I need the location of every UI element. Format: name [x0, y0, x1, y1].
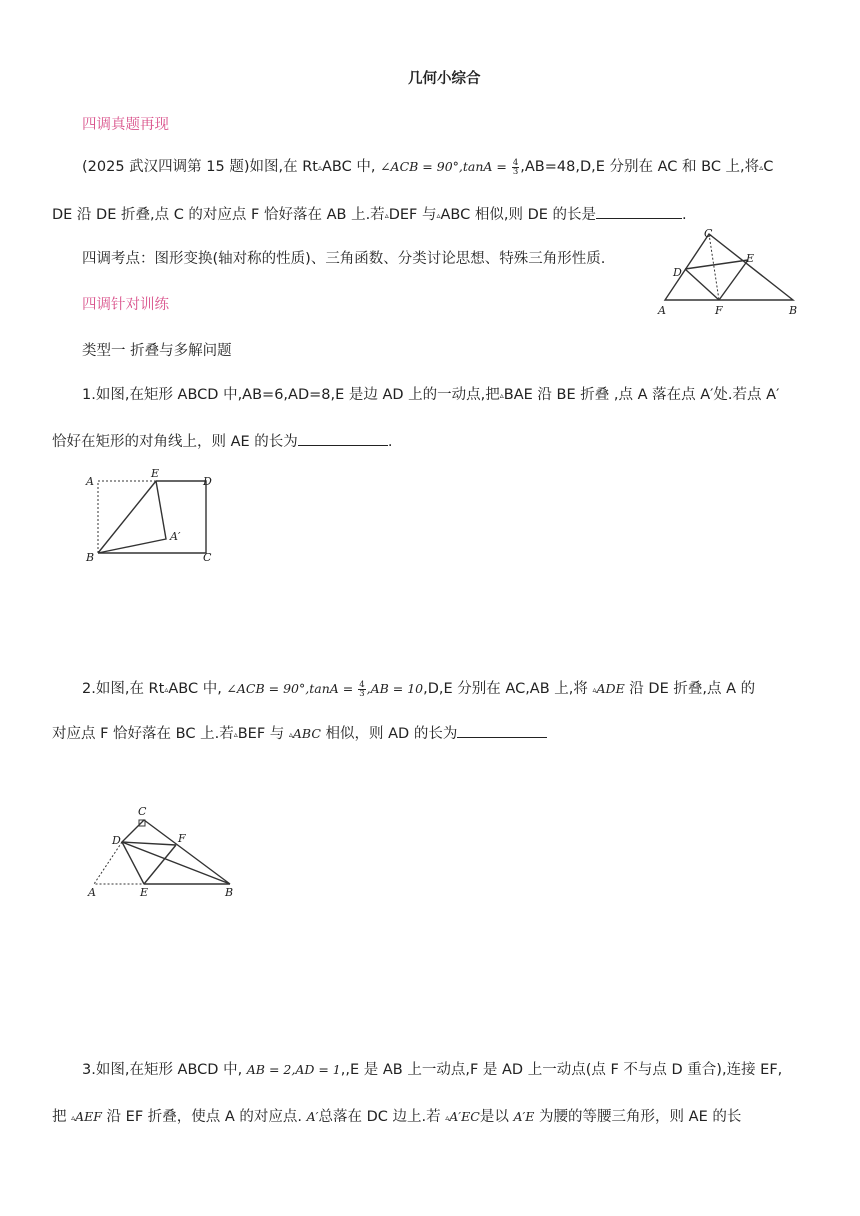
section-heading-training: 四调针对训练 — [82, 297, 169, 313]
label-b: B — [86, 551, 95, 564]
answer-blank-q2[interactable] — [457, 725, 547, 738]
label-a-prime: A′ — [170, 530, 181, 543]
segment-df — [685, 269, 719, 300]
label-d: D — [112, 834, 121, 847]
fraction-4-3: $\frac{4}{3}$ — [359, 679, 365, 699]
triangle-abc — [665, 234, 793, 300]
section-heading-real-exam: 四调真题再现 — [82, 117, 169, 133]
q0-line1: (2025 武汉四调第 15 题)如图,在 Rt▵ABC 中, ∠ACB = 90°,tanA = $\frac{4}{3}$ ,AB=48,D,E 分别在 AC 和 BC 上,将▵C — [82, 157, 774, 177]
segment-ef — [719, 260, 748, 300]
label-b: B — [225, 886, 234, 899]
folded-ea — [98, 481, 166, 553]
q2-line1: 2.如图,在 Rt▵ABC 中, ∠ACB = 90°,tanA = $\frac{4}{3}$ ,AB = 10,D,E 分别在 AC,AB 上,将 ▵ADE 沿 DE 折叠,点 A 的 — [82, 679, 756, 699]
label-f: F — [178, 832, 186, 845]
label-a: A — [86, 475, 94, 488]
fold-de — [122, 842, 144, 884]
q0-line2: DE 沿 DE 折叠,点 C 的对应点 F 恰好落在 AB 上.若▵DEF 与▵ABC 相似,则 DE 的长是 . — [52, 207, 687, 223]
q1-line2: 恰好在矩形的对角线上，则 AE 的长为 . — [52, 434, 393, 450]
label-d: D — [203, 475, 212, 488]
answer-blank-q1[interactable] — [298, 433, 388, 446]
label-e: E — [140, 886, 149, 899]
label-d: D — [673, 266, 682, 279]
q1-line1: 1.如图,在矩形 ABCD 中,AB=6,AD=8,E 是边 AD 上的一动点,把▵BAE 沿 BE 折叠 ,点 A 落在点 A′处.若点 A′ — [82, 387, 780, 403]
answer-blank-q0[interactable] — [596, 206, 682, 219]
figure-q0 — [655, 226, 805, 318]
label-a: A — [658, 304, 666, 317]
type1-heading: 类型一 折叠与多解问题 — [82, 343, 232, 359]
label-b: B — [789, 304, 798, 317]
fraction-4-3: $\frac{4}{3}$ — [512, 157, 519, 177]
label-e: E — [746, 252, 755, 265]
label-a: A — [88, 886, 96, 899]
figure-q2 — [82, 800, 242, 902]
label-c: C — [203, 551, 212, 564]
label-f: F — [715, 304, 723, 317]
q3-line1: 3.如图,在矩形 ABCD 中, AB = 2,AD = 1,,E 是 AB 上一动点,F 是 AD 上一动点(点 F 不与点 D 重合),连接 EF, — [82, 1062, 783, 1078]
dashed-cf — [709, 234, 719, 300]
label-e: E — [151, 467, 160, 480]
label-c: C — [704, 227, 713, 240]
fold-de — [685, 260, 748, 269]
label-c: C — [138, 805, 147, 818]
q2-line2: 对应点 F 恰好落在 BC 上.若▵BEF 与 ▵ABC 相似，则 AD 的长为 — [52, 722, 547, 743]
kaodian-text: 四调考点：图形变换(轴对称的性质)、三角函数、分类讨论思想、特殊三角形性质. — [82, 251, 606, 267]
figure-q1 — [82, 465, 222, 565]
page-title: 几何小综合 — [408, 71, 481, 87]
q3-line2: 把 ▵AEF 沿 EF 折叠，使点 A 的对应点. A′总落在 DC 边上.若 ▵A′EC是以 A′E 为腰的等腰三角形，则 AE 的长 — [52, 1109, 742, 1125]
segment-ef — [144, 845, 176, 884]
